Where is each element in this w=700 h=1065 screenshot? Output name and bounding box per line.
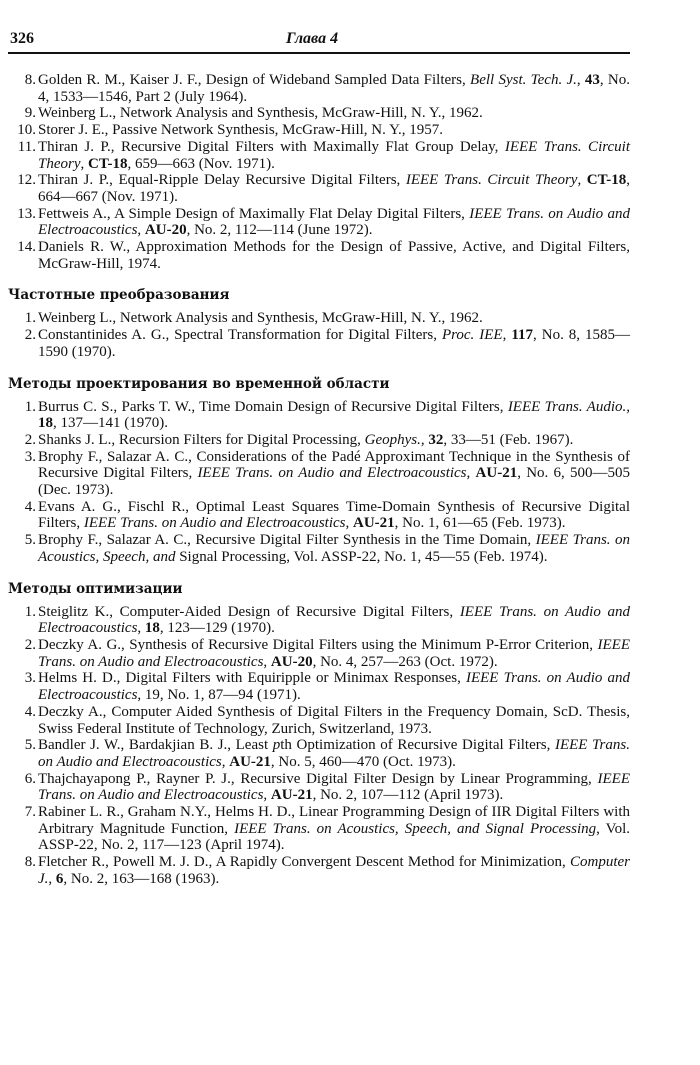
reference-number: 2. [24,327,36,344]
reference-fragment: Deczky A., Computer Aided Synthesis of Digital Filters in the Frequency Domain, ScD. Thesis, Swiss Federal Institute of Technology, Zurich, Switzerland, 1973. [38,703,630,737]
reference-fragment: IEEE Trans. on Audio and Electroacoustics [197,465,467,482]
reference-text [38,72,630,105]
section-heading: Частотные преобразования [8,287,230,304]
reference-text [38,172,630,205]
reference-number: 4. [24,498,36,515]
reference-fragment: 117 [511,327,534,344]
reference-fragment: , 19, No. 1, 87—94 (1971). [137,687,301,704]
reference-fragment: , No. 8, 1585—1590 (1970). [38,327,631,360]
reference-item [8,105,630,122]
reference-text [38,327,630,360]
reference-fragment: Thiran J. P., Recursive Digital Filters with Maximally Flat Group Delay, [38,138,505,155]
reference-text [38,737,630,770]
reference-fragment: , [80,155,88,172]
reference-fragment: Fletcher R., Powell M. J. D., A Rapidly Convergent Descent Method for Minimization, [38,854,570,871]
reference-fragment: Proc. IEE [441,327,503,344]
reference-text [38,432,630,449]
reference-fragment: Bandler J. W., Bardakjian B. J., Least [38,737,273,754]
reference-number: 7. [24,804,36,821]
reference-fragment: 18 [144,620,160,637]
reference-number: 1. [24,310,36,327]
reference-fragment: Daniels R. W., Approximation Methods for the Design of Passive, Active, and Digital Filters, McGraw-Hill, 1974. [38,239,630,272]
reference-fragment: , No. 4, 257—263 (Oct. 1972). [312,653,498,670]
reference-number: 11. [17,138,36,155]
reference-fragment: , 137—141 (1970). [53,415,168,432]
reference-fragment: Computer J. [38,854,630,887]
reference-fragment: , [48,870,56,887]
section-heading: Методы оптимизации [8,580,183,597]
page-header [8,30,630,54]
chapter-title: Глава 4 [286,30,339,47]
reference-item [8,310,630,327]
reference-fragment: Fettweis A., A Simple Design of Maximally Flat Delay Digital Filters, [38,205,470,222]
reference-text [38,532,630,565]
reference-text [38,670,630,703]
reference-item [8,172,630,205]
reference-fragment: , [221,753,230,770]
reference-fragment: 18 [38,415,53,432]
section-heading: Методы проектирования во временной области [8,375,390,392]
reference-fragment: , 664—667 (Nov. 1971). [38,172,630,205]
reference-fragment: , [263,787,271,804]
reference-section [8,375,630,566]
reference-number: 12. [17,172,36,189]
reference-fragment: , 659—663 (Nov. 1971). [127,155,275,172]
reference-fragment: IEEE Trans. Circuit Theory [405,172,578,189]
reference-item [8,637,630,670]
reference-item [8,532,630,565]
reference-number: 4. [24,703,36,720]
reference-fragment: Geophys. [364,431,421,448]
reference-item [8,449,630,499]
reference-item [8,804,630,854]
reference-section [8,580,630,888]
reference-fragment: AU-20 [270,653,313,670]
reference-number: 13. [17,205,36,222]
reference-number: 6. [24,770,36,787]
reference-item [8,771,630,804]
reference-item [8,139,630,172]
reference-number: 8. [24,854,36,871]
reference-fragment: , No. 2, 163—168 (1963). [63,870,220,887]
reference-item [8,737,630,770]
reference-fragment: IEEE Trans. on Audio and Electroacoustics [38,770,630,804]
reference-fragment: AU-20 [144,222,187,239]
reference-text [38,239,630,272]
reference-fragment: Deczky A. G., Synthesis of Recursive Digital Filters using the Minimum P-Error Criterion, [38,636,598,653]
reference-text [38,206,630,239]
reference-fragment: , [626,398,631,415]
reference-fragment: AU-21 [229,753,271,770]
reference-number: 3. [24,670,36,687]
reference-fragment: Weinberg L., Network Analysis and Synthesis, McGraw-Hill, N. Y., 1962. [38,105,483,122]
reference-fragment: AU-21 [475,465,518,482]
reference-text [38,637,630,670]
reference-fragment: , [502,327,512,344]
reference-fragment: IEEE Trans. on Audio and Electroacoustics [38,670,631,704]
reference-number: 1. [24,398,36,415]
reference-item [8,670,630,703]
reference-fragment: Brophy F., Salazar A. C., Considerations of the Padé Approximant Technique in the Synthesis of Recursive Digital Filters, [38,448,630,482]
reference-fragment: Evans A. G., Fischl R., Optimal Least Squares Time-Domain Synthesis of Recursive Digital Filters, [38,498,630,532]
reference-fragment: Constantinides A. G., Spectral Transformation for Digital Filters, [38,327,442,344]
reference-item [8,499,630,532]
reference-fragment: Helms H. D., Digital Filters with Equiripple or Minimax Responses, [38,670,466,687]
reference-fragment: IEEE Trans. Audio. [507,398,627,415]
reference-text [38,310,630,327]
reference-fragment: 32 [428,431,444,448]
reference-fragment: 6 [55,870,64,887]
reference-section [8,286,630,360]
reference-fragment: , No. 2, 112—114 (June 1972). [186,222,373,239]
reference-fragment: , No. 2, 107—112 (April 1973). [312,787,504,804]
reference-fragment: AU-21 [353,515,395,532]
reference-number: 2. [24,431,36,448]
reference-fragment: IEEE Trans. on Audio and Electroacoustics [38,603,631,637]
reference-fragment: Thajchayapong P., Rayner P. J., Recursive Digital Filter Design by Linear Programming, [38,770,598,787]
reference-text [38,704,630,737]
reference-fragment: Signal Processing, Vol. ASSP-22, No. 1, 45—55 (Feb. 1974). [175,548,548,565]
reference-fragment: p [272,737,281,754]
reference-fragment: , No. 1, 61—65 (Feb. 1973). [394,515,566,532]
reference-fragment: IEEE Trans. on Audio and Electroacoustics [38,205,630,239]
reference-number: 2. [24,636,36,653]
reference-item [8,327,630,360]
reference-fragment: Golden R. M., Kaiser J. F., Design of Wideband Sampled Data Filters, [38,72,471,88]
reference-item [8,206,630,239]
reference-fragment: , [577,172,587,189]
reference-number: 14. [17,239,36,256]
reference-text [38,854,630,887]
reference-fragment: , 123—129 (1970). [159,620,275,637]
reference-fragment: CT-18 [88,155,128,172]
reference-fragment: , [466,465,476,482]
reference-fragment: , [137,620,145,637]
reference-text [38,499,630,532]
reference-fragment: , Vol. ASSP-22, No. 2, 117—123 (April 1974). [38,820,630,854]
reference-number: 3. [24,448,36,465]
reference-fragment: 43 [584,72,600,88]
reference-fragment: , [345,515,353,532]
reference-fragment: , [576,72,585,88]
reference-text [38,449,630,499]
reference-fragment: IEEE Trans. on Acoustics, Speech, and [38,532,630,565]
reference-fragment: AU-21 [270,787,313,804]
reference-number: 10. [17,122,36,139]
page-number: 326 [10,30,34,47]
reference-fragment: Rabiner L. R., Graham N.Y., Helms H. D., Linear Programming Design of IIR Digital Filters with Arbitrary Magnitude Function, [38,804,630,837]
reference-text [38,399,630,432]
reference-fragment: IEEE Trans. Circuit Theory [38,138,631,172]
reference-fragment: IEEE Trans. on Audio and Electroacoustics [83,515,346,532]
reference-number: 8. [24,72,36,88]
reference-item [8,704,630,737]
reference-fragment: CT-18 [586,172,627,189]
reference-text [38,771,630,804]
reference-fragment: , [137,222,145,239]
reference-fragment: , No. 4, 1533—1546, Part 2 (July 1964). [38,72,631,105]
reference-fragment: Weinberg L., Network Analysis and Synthesis, McGraw-Hill, N. Y., 1962. [38,310,483,327]
reference-number: 9. [24,105,36,122]
reference-number: 5. [24,737,36,754]
reference-fragment: , No. 5, 460—470 (Oct. 1973). [270,753,456,770]
reference-item [8,122,630,139]
reference-fragment: , [263,653,271,670]
reference-fragment: , 33—51 (Feb. 1967). [443,431,574,448]
reference-item [8,854,630,887]
reference-item [8,399,630,432]
reference-fragment: Storer J. E., Passive Network Synthesis, McGraw-Hill, N. Y., 1957. [38,122,443,139]
reference-text [38,122,630,139]
reference-fragment: IEEE Trans. on Audio and Electroacoustics [38,636,630,670]
reference-text [38,804,630,854]
reference-fragment: Bell Syst. Tech. J. [470,72,577,88]
reference-item [8,604,630,637]
reference-item [8,432,630,449]
reference-fragment: , [420,431,429,448]
reference-section [8,72,630,272]
reference-fragment: Brophy F., Salazar A. C., Recursive Digital Filter Synthesis in the Time Domain, [38,532,536,549]
reference-text [38,139,630,172]
reference-fragment: Thiran J. P., Equal-Ripple Delay Recursive Digital Filters, [38,172,406,189]
reference-text [38,604,630,637]
reference-fragment: th Optimization of Recursive Digital Filters, [280,737,555,754]
reference-item [8,72,630,105]
reference-fragment: Burrus C. S., Parks T. W., Time Domain Design of Recursive Digital Filters, [38,398,508,415]
reference-fragment: IEEE Trans. on Audio and Electroacoustics [38,737,630,770]
reference-text [38,105,630,122]
reference-fragment: Shanks J. L., Recursion Filters for Digital Processing, [38,431,365,448]
reference-number: 1. [24,603,36,620]
reference-fragment: Steiglitz K., Computer-Aided Design of Recursive Digital Filters, [38,603,460,620]
reference-fragment: IEEE Trans. on Acoustics, Speech, and Signal Processing [234,820,597,837]
reference-item [8,239,630,272]
reference-number: 5. [24,532,36,549]
reference-fragment: , No. 6, 500—505 (Dec. 1973). [38,465,630,499]
reference-list [8,72,630,888]
